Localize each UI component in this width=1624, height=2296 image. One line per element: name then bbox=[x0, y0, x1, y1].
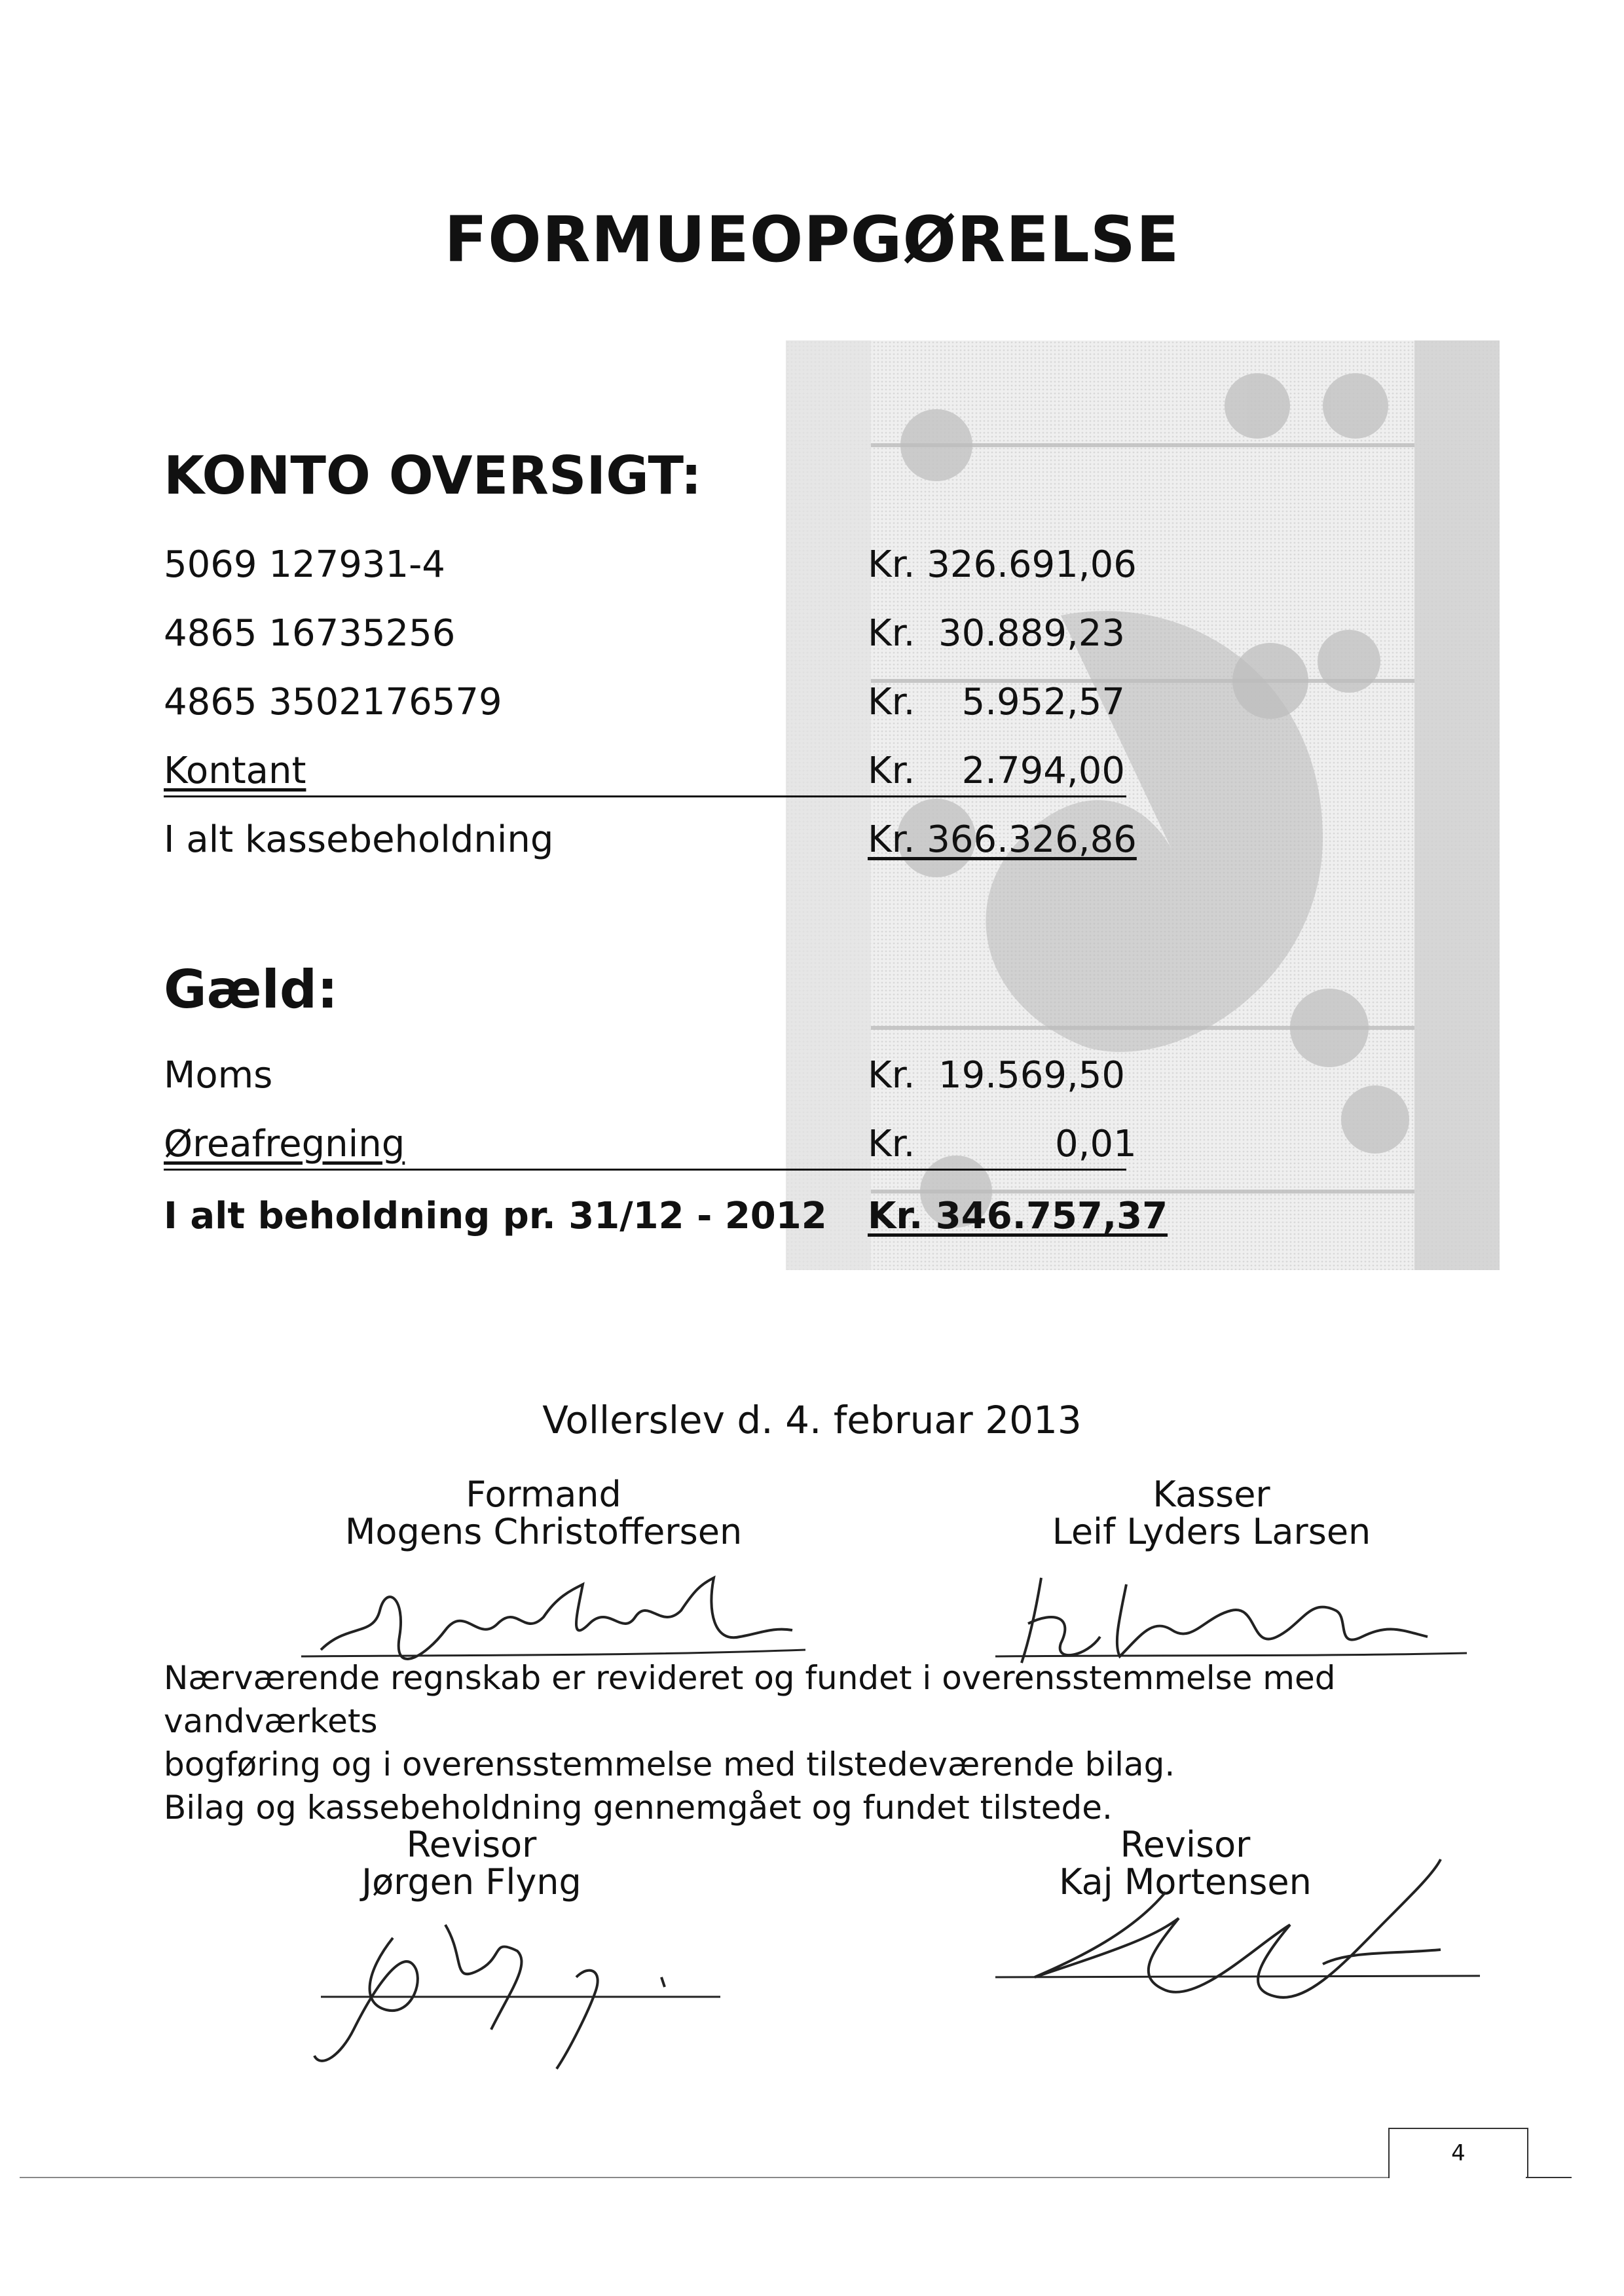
role-label: Kasser bbox=[1153, 1474, 1270, 1515]
account-label-3: 4865 3502176579 bbox=[164, 681, 502, 723]
account-label-1: 5069 127931-4 bbox=[164, 543, 445, 586]
gaeld-heading: Gæld: bbox=[164, 959, 339, 1020]
kontant-amount: Kr. 2.794,00 bbox=[868, 750, 1125, 792]
signature-block-formand bbox=[314, 1476, 773, 1550]
footer-rule-left bbox=[20, 2177, 1388, 2178]
moms-amount: Kr. 19.569,50 bbox=[868, 1054, 1126, 1097]
signatory-name: Jørgen Flyng bbox=[361, 1861, 581, 1903]
page-title: FORMUEOPGØRELSE bbox=[444, 203, 1180, 276]
account-amount-2: Kr. 30.889,23 bbox=[868, 612, 1126, 655]
total-rule bbox=[164, 1169, 1126, 1171]
oereafregning-label: Øreafregning bbox=[164, 1123, 405, 1165]
cash-total-label: I alt kassebeholdning bbox=[164, 818, 554, 861]
signature-block-kasser bbox=[982, 1476, 1441, 1550]
signatory-name: Mogens Christoffersen bbox=[344, 1510, 743, 1552]
handwritten-signature-revisor-2 bbox=[982, 1833, 1493, 2043]
page-number: 4 bbox=[1388, 2128, 1528, 2178]
signatory-name: Leif Lyders Larsen bbox=[1052, 1510, 1371, 1552]
handwritten-signature-revisor-1 bbox=[295, 1899, 753, 2082]
audit-line-1: Nærværende regnskab er revideret og fundet i overensstemmelse med vandværkets bbox=[164, 1659, 1336, 1740]
account-label-2: 4865 16735256 bbox=[164, 612, 456, 655]
account-amount-3: Kr. 5.952,57 bbox=[868, 681, 1125, 723]
audit-line-2: bogføring og i overensstemmelse med tilstedeværende bilag. bbox=[164, 1745, 1175, 1783]
grand-total-label: I alt beholdning pr. 31/12 - 2012 bbox=[164, 1195, 827, 1237]
grand-total-amount: Kr. 346.757,37 bbox=[868, 1195, 1168, 1237]
role-label: Revisor bbox=[1120, 1824, 1251, 1865]
moms-label: Moms bbox=[164, 1054, 273, 1097]
role-label: Formand bbox=[466, 1474, 621, 1515]
kontant-label: Kontant bbox=[164, 750, 306, 792]
subtotal-rule bbox=[164, 795, 1126, 797]
footer-rule-right bbox=[1526, 2177, 1572, 2178]
oereafregning-amount: Kr. 0,01 bbox=[868, 1123, 1137, 1165]
account-amount-1: Kr. 326.691,06 bbox=[868, 543, 1137, 586]
signatory-name: Kaj Mortensen bbox=[1059, 1861, 1312, 1903]
audit-line-3: Bilag og kassebeholdning gennemgået og fundet tilstede. bbox=[164, 1789, 1113, 1827]
place-date: Vollerslev d. 4. februar 2013 bbox=[542, 1398, 1082, 1442]
role-label: Revisor bbox=[406, 1824, 537, 1865]
signature-block-revisor-1 bbox=[275, 1824, 668, 1903]
cash-total-amount: Kr. 366.326,86 bbox=[868, 818, 1137, 861]
audit-statement bbox=[164, 1656, 1539, 1829]
konto-heading: KONTO OVERSIGT: bbox=[164, 445, 702, 506]
